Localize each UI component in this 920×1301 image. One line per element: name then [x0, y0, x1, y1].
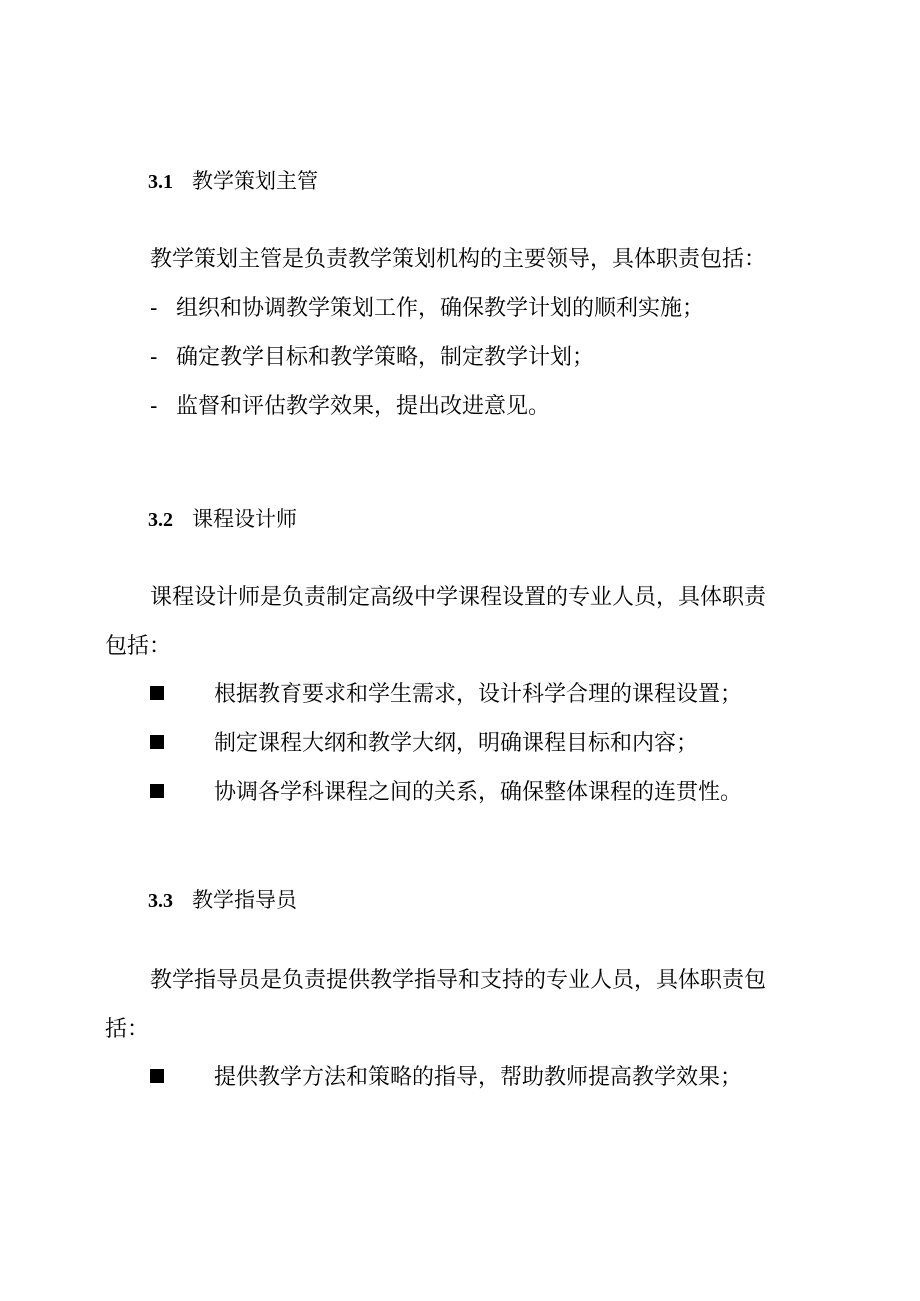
section-intro-continued: 括： — [105, 1017, 150, 1042]
section-heading-3-2 — [148, 504, 297, 535]
list-item — [150, 392, 550, 422]
list-item-text: 确定教学目标和教学策略，制定教学计划； — [176, 345, 595, 370]
square-bullet-icon — [150, 1069, 164, 1083]
list-item-text: 提供教学方法和策略的指导，帮助教师提高教学效果； — [214, 1065, 743, 1090]
section-title: 教学策划主管 — [192, 169, 318, 193]
list-item — [150, 778, 742, 808]
square-bullet-icon — [150, 784, 164, 798]
dash-marker: - — [150, 345, 158, 370]
list-item — [150, 1063, 742, 1093]
list-item-text: 协调各学科课程之间的关系，确保整体课程的连贯性。 — [214, 780, 743, 805]
list-item — [150, 343, 594, 373]
list-item-text: 监督和评估教学效果，提出改进意见。 — [176, 394, 551, 419]
square-bullet-icon — [150, 686, 164, 700]
section-intro: 教学策划主管是负责教学策划机构的主要领导，具体职责包括： — [150, 247, 767, 272]
list-item — [150, 680, 742, 710]
section-intro: 课程设计师是负责制定高级中学课程设置的专业人员，具体职责 — [150, 585, 767, 610]
list-item — [150, 294, 704, 324]
section-number: 3.1 — [148, 171, 173, 193]
section-intro-continued: 包括： — [105, 634, 172, 659]
section-heading-3-3 — [148, 885, 297, 916]
list-item-text: 组织和协调教学策划工作，确保教学计划的顺利实施； — [176, 296, 705, 321]
dash-marker: - — [150, 296, 158, 321]
list-item-text: 制定课程大纲和教学大纲，明确课程目标和内容； — [214, 731, 699, 756]
dash-marker: - — [150, 394, 158, 419]
list-item-text: 根据教育要求和学生需求，设计科学合理的课程设置； — [214, 682, 743, 707]
section-intro: 教学指导员是负责提供教学指导和支持的专业人员，具体职责包 — [150, 968, 767, 993]
section-title: 课程设计师 — [192, 507, 297, 531]
list-item — [150, 729, 698, 759]
section-number: 3.2 — [148, 509, 173, 531]
square-bullet-icon — [150, 735, 164, 749]
section-number: 3.3 — [148, 890, 173, 912]
section-heading-3-1 — [148, 166, 318, 197]
section-title: 教学指导员 — [192, 888, 297, 912]
